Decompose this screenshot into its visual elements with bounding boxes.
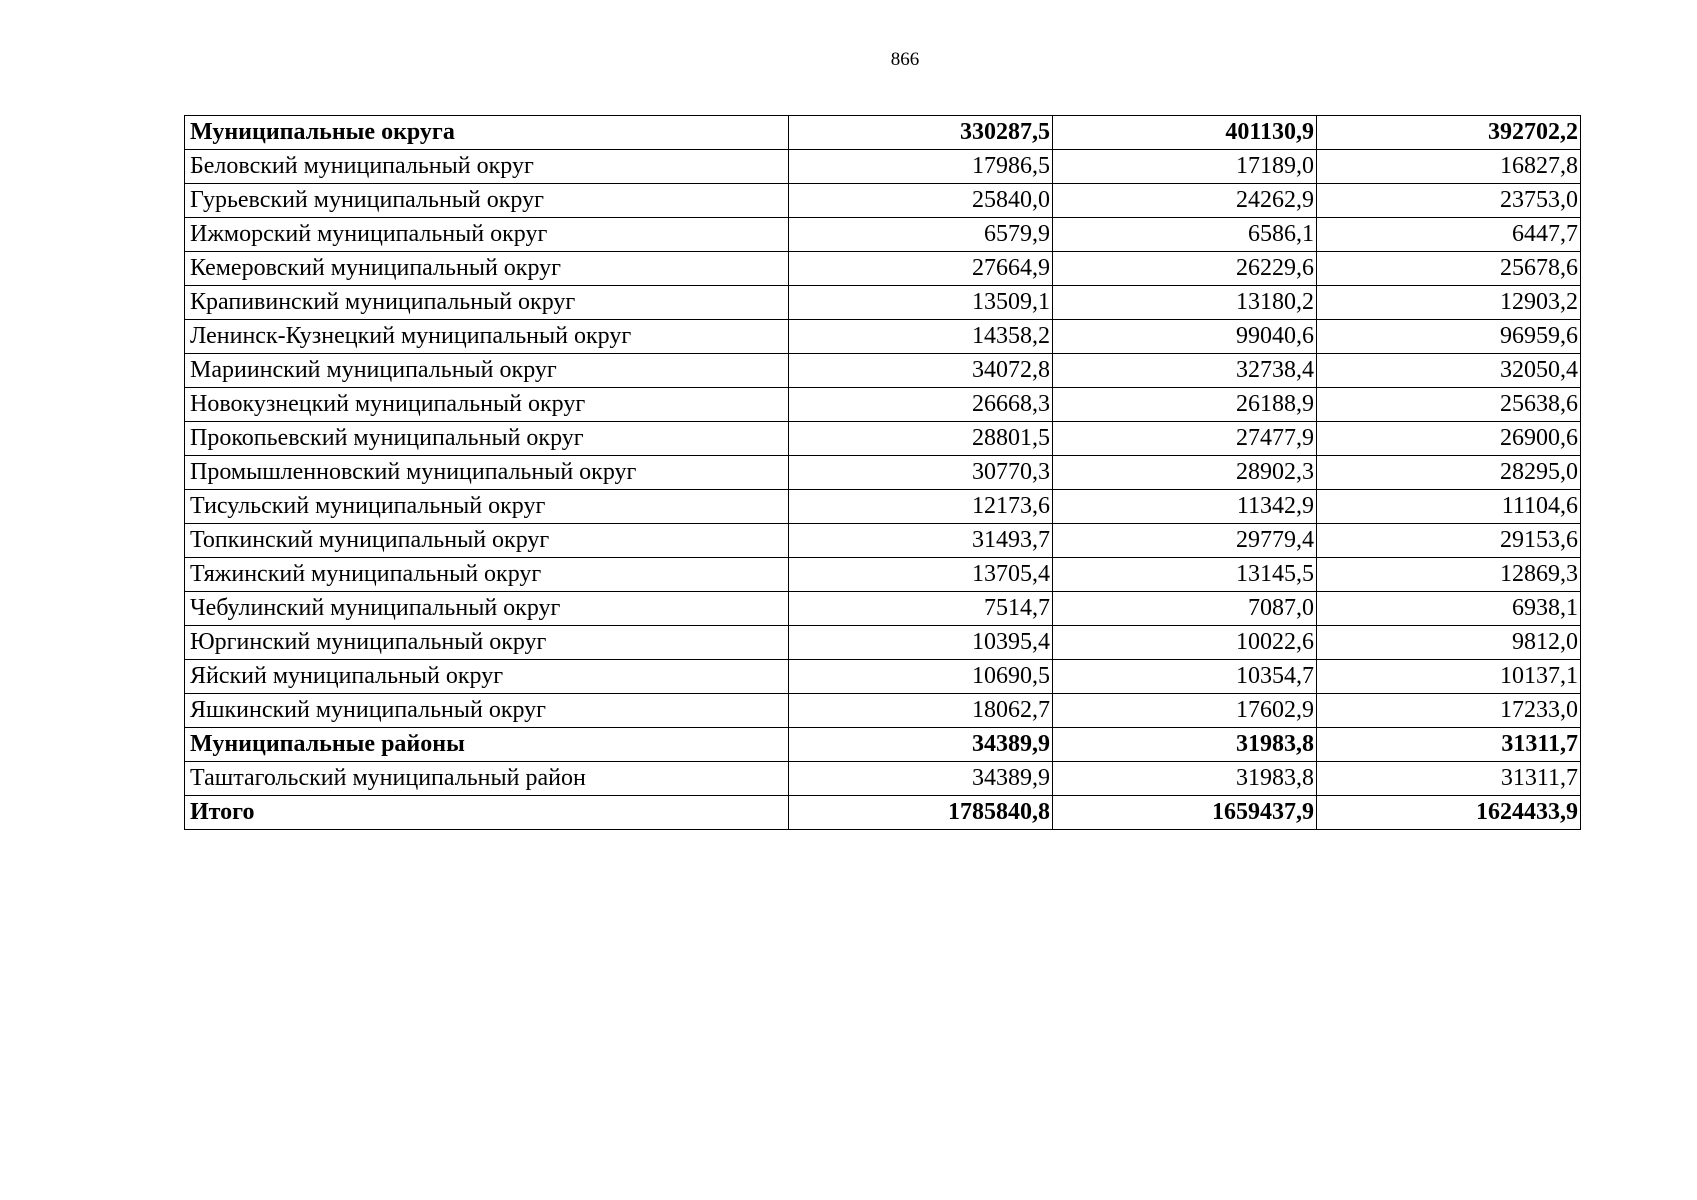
row-value-col1: 25840,0 [789, 184, 1053, 218]
table-row [185, 150, 1581, 184]
table-row [185, 660, 1581, 694]
row-value-col2: 7087,0 [1053, 592, 1317, 626]
row-value-col2: 17602,9 [1053, 694, 1317, 728]
row-value-col1: 12173,6 [789, 490, 1053, 524]
row-value-col2: 26229,6 [1053, 252, 1317, 286]
row-label: Топкинский муниципальный округ [185, 524, 789, 558]
row-value-col2: 27477,9 [1053, 422, 1317, 456]
table-row [185, 456, 1581, 490]
table-row [185, 286, 1581, 320]
table-row [185, 558, 1581, 592]
row-value-col2: 13180,2 [1053, 286, 1317, 320]
row-label: Прокопьевский муниципальный округ [185, 422, 789, 456]
row-value-col3: 11104,6 [1317, 490, 1581, 524]
row-value-col1: 13705,4 [789, 558, 1053, 592]
table-row [185, 592, 1581, 626]
row-value-col2: 13145,5 [1053, 558, 1317, 592]
row-value-col2: 10022,6 [1053, 626, 1317, 660]
row-label: Муниципальные округа [185, 116, 789, 150]
row-value-col3: 6938,1 [1317, 592, 1581, 626]
row-label: Тяжинский муниципальный округ [185, 558, 789, 592]
row-label: Муниципальные районы [185, 728, 789, 762]
row-label: Ленинск-Кузнецкий муниципальный округ [185, 320, 789, 354]
row-label: Таштагольский муниципальный район [185, 762, 789, 796]
row-value-col3: 29153,6 [1317, 524, 1581, 558]
row-label: Гурьевский муниципальный округ [185, 184, 789, 218]
row-value-col1: 7514,7 [789, 592, 1053, 626]
row-label: Промышленновский муниципальный округ [185, 456, 789, 490]
row-label: Тисульский муниципальный округ [185, 490, 789, 524]
row-value-col2: 17189,0 [1053, 150, 1317, 184]
row-label: Кемеровский муниципальный округ [185, 252, 789, 286]
row-value-col3: 12869,3 [1317, 558, 1581, 592]
row-value-col2: 24262,9 [1053, 184, 1317, 218]
row-value-col1: 17986,5 [789, 150, 1053, 184]
row-label: Чебулинский муниципальный округ [185, 592, 789, 626]
row-value-col3: 31311,7 [1317, 728, 1581, 762]
table-row [185, 490, 1581, 524]
row-value-col3: 96959,6 [1317, 320, 1581, 354]
row-label: Яйский муниципальный округ [185, 660, 789, 694]
row-value-col3: 16827,8 [1317, 150, 1581, 184]
table-row [185, 524, 1581, 558]
row-label: Яшкинский муниципальный округ [185, 694, 789, 728]
row-label: Юргинский муниципальный округ [185, 626, 789, 660]
row-label: Мариинский муниципальный округ [185, 354, 789, 388]
row-value-col2: 31983,8 [1053, 728, 1317, 762]
row-value-col3: 12903,2 [1317, 286, 1581, 320]
row-value-col3: 1624433,9 [1317, 796, 1581, 830]
row-value-col1: 28801,5 [789, 422, 1053, 456]
row-value-col3: 17233,0 [1317, 694, 1581, 728]
row-value-col2: 6586,1 [1053, 218, 1317, 252]
row-value-col3: 26900,6 [1317, 422, 1581, 456]
page-number: 866 [890, 49, 920, 70]
table-row-subtotal [185, 728, 1581, 762]
row-value-col2: 28902,3 [1053, 456, 1317, 490]
table-body [185, 116, 1581, 830]
row-value-col1: 31493,7 [789, 524, 1053, 558]
row-value-col2: 11342,9 [1053, 490, 1317, 524]
row-value-col1: 18062,7 [789, 694, 1053, 728]
table-row [185, 320, 1581, 354]
row-label: Крапивинский муниципальный округ [185, 286, 789, 320]
row-value-col3: 10137,1 [1317, 660, 1581, 694]
row-value-col3: 28295,0 [1317, 456, 1581, 490]
row-value-col1: 30770,3 [789, 456, 1053, 490]
row-value-col1: 34389,9 [789, 762, 1053, 796]
row-value-col2: 401130,9 [1053, 116, 1317, 150]
row-value-col1: 6579,9 [789, 218, 1053, 252]
row-label: Итого [185, 796, 789, 830]
row-value-col1: 27664,9 [789, 252, 1053, 286]
row-value-col1: 14358,2 [789, 320, 1053, 354]
budget-table [184, 115, 1581, 830]
table-row [185, 184, 1581, 218]
row-value-col1: 13509,1 [789, 286, 1053, 320]
row-value-col2: 26188,9 [1053, 388, 1317, 422]
row-value-col3: 23753,0 [1317, 184, 1581, 218]
row-value-col3: 392702,2 [1317, 116, 1581, 150]
row-value-col3: 25638,6 [1317, 388, 1581, 422]
row-value-col3: 9812,0 [1317, 626, 1581, 660]
row-value-col2: 31983,8 [1053, 762, 1317, 796]
table-row-subtotal [185, 116, 1581, 150]
table-row [185, 626, 1581, 660]
row-value-col1: 10395,4 [789, 626, 1053, 660]
row-value-col1: 1785840,8 [789, 796, 1053, 830]
row-value-col1: 10690,5 [789, 660, 1053, 694]
row-value-col1: 26668,3 [789, 388, 1053, 422]
row-label: Ижморский муниципальный округ [185, 218, 789, 252]
row-value-col2: 10354,7 [1053, 660, 1317, 694]
table-row [185, 388, 1581, 422]
table-row [185, 694, 1581, 728]
row-value-col2: 32738,4 [1053, 354, 1317, 388]
row-value-col3: 6447,7 [1317, 218, 1581, 252]
row-value-col3: 25678,6 [1317, 252, 1581, 286]
table-row-subtotal [185, 796, 1581, 830]
row-value-col2: 1659437,9 [1053, 796, 1317, 830]
table-row [185, 762, 1581, 796]
row-label: Новокузнецкий муниципальный округ [185, 388, 789, 422]
row-value-col2: 99040,6 [1053, 320, 1317, 354]
row-value-col2: 29779,4 [1053, 524, 1317, 558]
row-value-col3: 32050,4 [1317, 354, 1581, 388]
row-value-col3: 31311,7 [1317, 762, 1581, 796]
table-row [185, 218, 1581, 252]
table-row [185, 354, 1581, 388]
table-row [185, 422, 1581, 456]
row-value-col1: 34389,9 [789, 728, 1053, 762]
table-row [185, 252, 1581, 286]
row-value-col1: 34072,8 [789, 354, 1053, 388]
row-value-col1: 330287,5 [789, 116, 1053, 150]
row-label: Беловский муниципальный округ [185, 150, 789, 184]
